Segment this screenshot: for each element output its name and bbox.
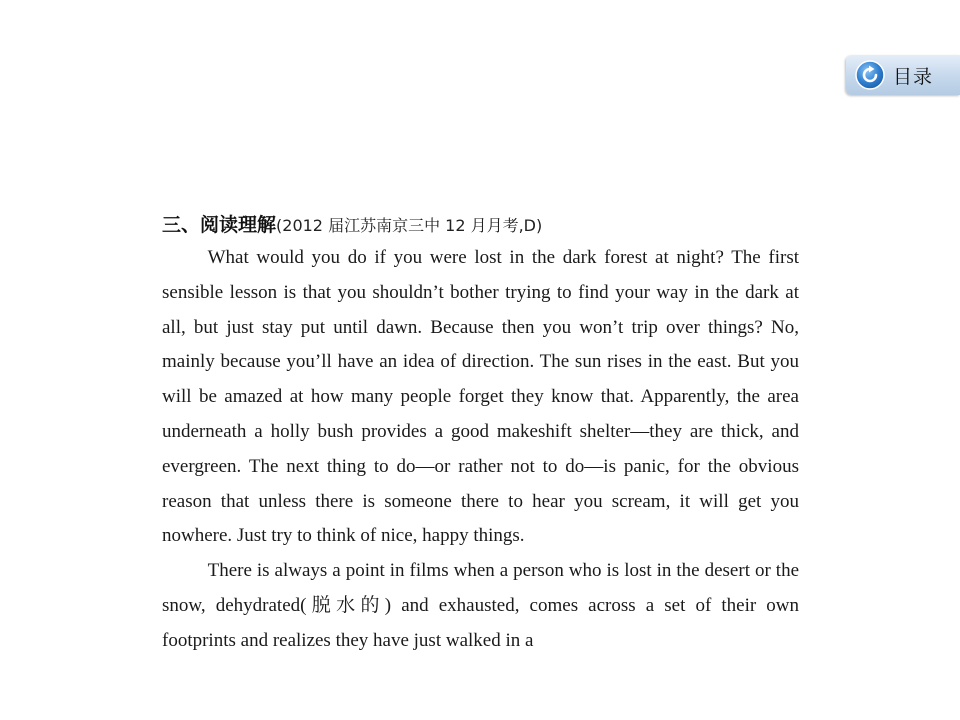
section-heading: [162, 207, 799, 241]
passage-paragraph-2: There is always a point in films when a person who is lost in the desert or the snow, dehydrated(脱水的) and exhausted, comes across a set of their own footprints and realizes they have just walked in a: [162, 560, 799, 651]
passage-paragraph-1: What would you do if you were lost in the dark forest at night? The first sensible lesson is that you shouldn’t bother trying to find your way in the dark at all, but just stay put until dawn. Because then you won’t trip over things? No, mainly because you’ll have an idea of direction. The sun rises in the east. But you will be amazed at how many people forget they know that. Apparently, the area underneath a holly bush provides a good makeshift shelter—they are thick, and evergreen. The next thing to do—or rather not to do—is panic, for the obvious reason that unless there is someone there to hear you scream, it will get you nowhere. Just try to think of nice, happy things.: [162, 247, 799, 547]
toc-button[interactable]: [846, 55, 960, 95]
circular-arrow-icon: [855, 60, 885, 90]
reading-passage: [162, 207, 799, 659]
toc-label: 目录: [893, 65, 934, 88]
section-source: (2012 届江苏南京三中 12 月月考,D): [276, 216, 543, 235]
section-title: 三、阅读理解: [162, 214, 277, 236]
